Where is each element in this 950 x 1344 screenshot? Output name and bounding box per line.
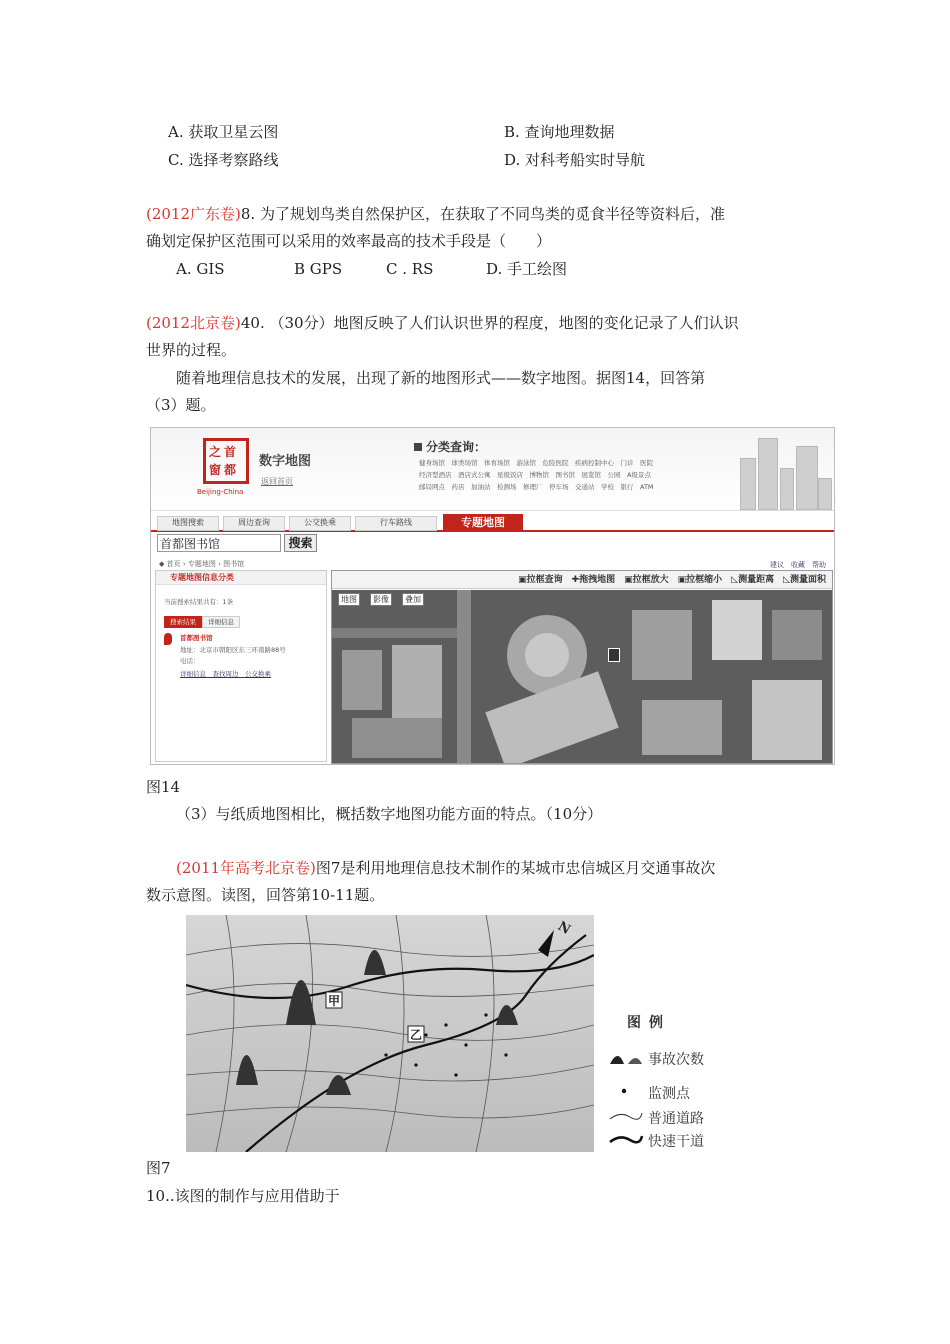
search-button[interactable]: 搜索 [284,534,317,552]
satellite-image[interactable] [332,590,832,763]
logo-char-3: 之 [209,445,222,459]
q8-option-b: B GPS [294,260,343,278]
category-row-2[interactable]: 经济型酒店 酒店式公寓 星级饭店 博物馆 图书馆 展览馆 公园 A级景点 [419,471,651,479]
q40-sub3: （3）与纸质地图相比，概括数字地图功能方面的特点。（10分） [176,805,603,823]
tab-thematic-map[interactable]: 专题地图 [443,514,523,531]
q40-line2: 世界的过程。 [146,341,237,359]
accident-peak-icon [608,1050,648,1068]
q10-intro-text1: 图7是利用地理信息技术制作的某城市忠信城区月交通事故次 [315,859,716,877]
q7-option-b: B. 查询地理数据 [504,123,615,141]
category-row-3[interactable]: 邮局网点 药店 加油站 检测场 修理厂 停车场 交通站 学校 银行 ATM [419,483,654,491]
grid-icon [414,443,422,451]
north-arrow: N [555,919,573,938]
home-link[interactable]: 返回首页 [261,477,293,486]
expressway-line-icon [608,1132,648,1150]
site-title: 数字地图 [259,454,312,469]
site-header [151,428,834,511]
tab-search-results[interactable]: 搜索结果 [164,616,202,628]
q8-line2: 确划定保护区范围可以采用的效率最高的技术手段是（ ） [146,232,552,250]
result-links[interactable]: 详细信息 查找周边 公交换乘 [180,670,271,678]
logo-subtitle: Beijing-China [197,488,244,496]
tab-details[interactable]: 详细信息 [202,616,240,628]
q40-para2: （3）题。 [146,396,216,414]
q7-option-a: A. 获取卫星云图 [168,123,279,141]
q7-option-c: C. 选择考察路线 [168,151,279,169]
logo-char-1: 首 [224,445,237,459]
q10-intro-line2: 数示意图。读图，回答第10-11题。 [146,886,385,904]
monitor-point-icon [608,1084,648,1102]
q8-option-c: C . RS [386,260,434,278]
map-mode-map[interactable]: 地图 [338,593,360,606]
q40-para1: 随着地理信息技术的发展，出现了新的地图形式——数字地图。据图14，回答第 [176,369,706,387]
result-phone: 电话： [180,657,200,665]
category-title [414,438,486,455]
accident-surface-illustration [186,915,594,1152]
logo-char-2: 都 [224,463,237,477]
label-jia: 甲 [328,994,341,1008]
figure-14-caption: 图14 [146,778,181,796]
figure-7-accident-map [186,915,594,1152]
skyline-illustration [734,428,834,510]
q8-text1: 8. 为了规划鸟类自然保护区，在获取了不同鸟类的觅食半径等资料后，准 [240,205,725,223]
legend-road-label: 普通道路 [648,1111,704,1127]
q10-intro-line1 [176,857,715,879]
label-yi: 乙 [410,1028,423,1042]
q40-text1: 40. （30分）地图反映了人们认识世界的程度，地图的变化记录了人们认识 [240,314,739,332]
q8-line1 [146,203,725,225]
map-area [331,570,833,764]
q10-source: (2011年高考北京卷) [176,859,316,877]
tab-driving[interactable]: 行车路线 [355,516,437,531]
map-mode-imagery[interactable]: 影像 [370,593,392,606]
search-input[interactable]: 首都图书馆 [157,534,281,552]
top-links[interactable]: 建议 收藏 帮助 [770,561,826,569]
q8-option-d: D. 手工绘图 [486,260,568,278]
main-tabs [151,514,834,532]
q40-line1 [146,312,739,334]
tab-transit[interactable]: 公交换乘 [289,516,351,531]
left-panel [155,570,327,762]
q7-option-d: D. 对科考船实时导航 [504,151,646,169]
q8-option-a: A. GIS [176,260,225,278]
legend-expressway-label: 快速干道 [648,1134,704,1150]
q10-text: 10..该图的制作与应用借助于 [146,1187,340,1205]
category-title-text: 分类查询： [426,440,487,454]
logo-char-4: 窗 [209,463,222,477]
panel-title: 专题地图信息分类 [156,571,326,585]
figure-7-caption: 图7 [146,1159,171,1177]
result-address: 地址：北京市朝阳区东三环南路88号 [180,646,286,654]
q40-source: (2012北京卷) [146,314,241,332]
legend-monitor-label: 监测点 [648,1086,690,1102]
map-marker-icon[interactable] [608,648,620,662]
legend-expressway [608,1131,704,1151]
tab-map-search[interactable]: 地图搜索 [157,516,219,531]
site-logo [203,438,249,484]
legend-monitor [608,1083,690,1103]
road-line-icon [608,1109,648,1127]
result-count: 当前搜索结果共有：1条 [164,598,234,606]
category-row-1[interactable]: 健身场馆 球类场馆 体育场馆 游泳馆 危险医院 疾病控制中心 门诊 医院 [419,459,653,467]
map-toolbar[interactable]: ▣拉框查询 ✚拖拽地图 ▣拉框放大 ▣拉框缩小 ◺测量距离 ◺测量面积 [332,571,832,589]
figure-14-digital-map [150,427,835,765]
aerial-photo [332,590,832,763]
legend-title: 图例 [627,1015,671,1031]
legend-accidents-label: 事故次数 [648,1052,704,1068]
result-name[interactable]: 首都图书馆 [180,634,213,642]
legend-accidents [608,1049,704,1069]
breadcrumb: ◆ 首页 › 专题地图 › 图书馆 [159,560,245,568]
tab-nearby[interactable]: 周边查询 [223,516,285,531]
q8-source: (2012广东卷) [146,205,241,223]
legend-road [608,1108,704,1128]
map-mode-overlay[interactable]: 叠加 [402,593,424,606]
location-pin-icon [164,633,172,645]
